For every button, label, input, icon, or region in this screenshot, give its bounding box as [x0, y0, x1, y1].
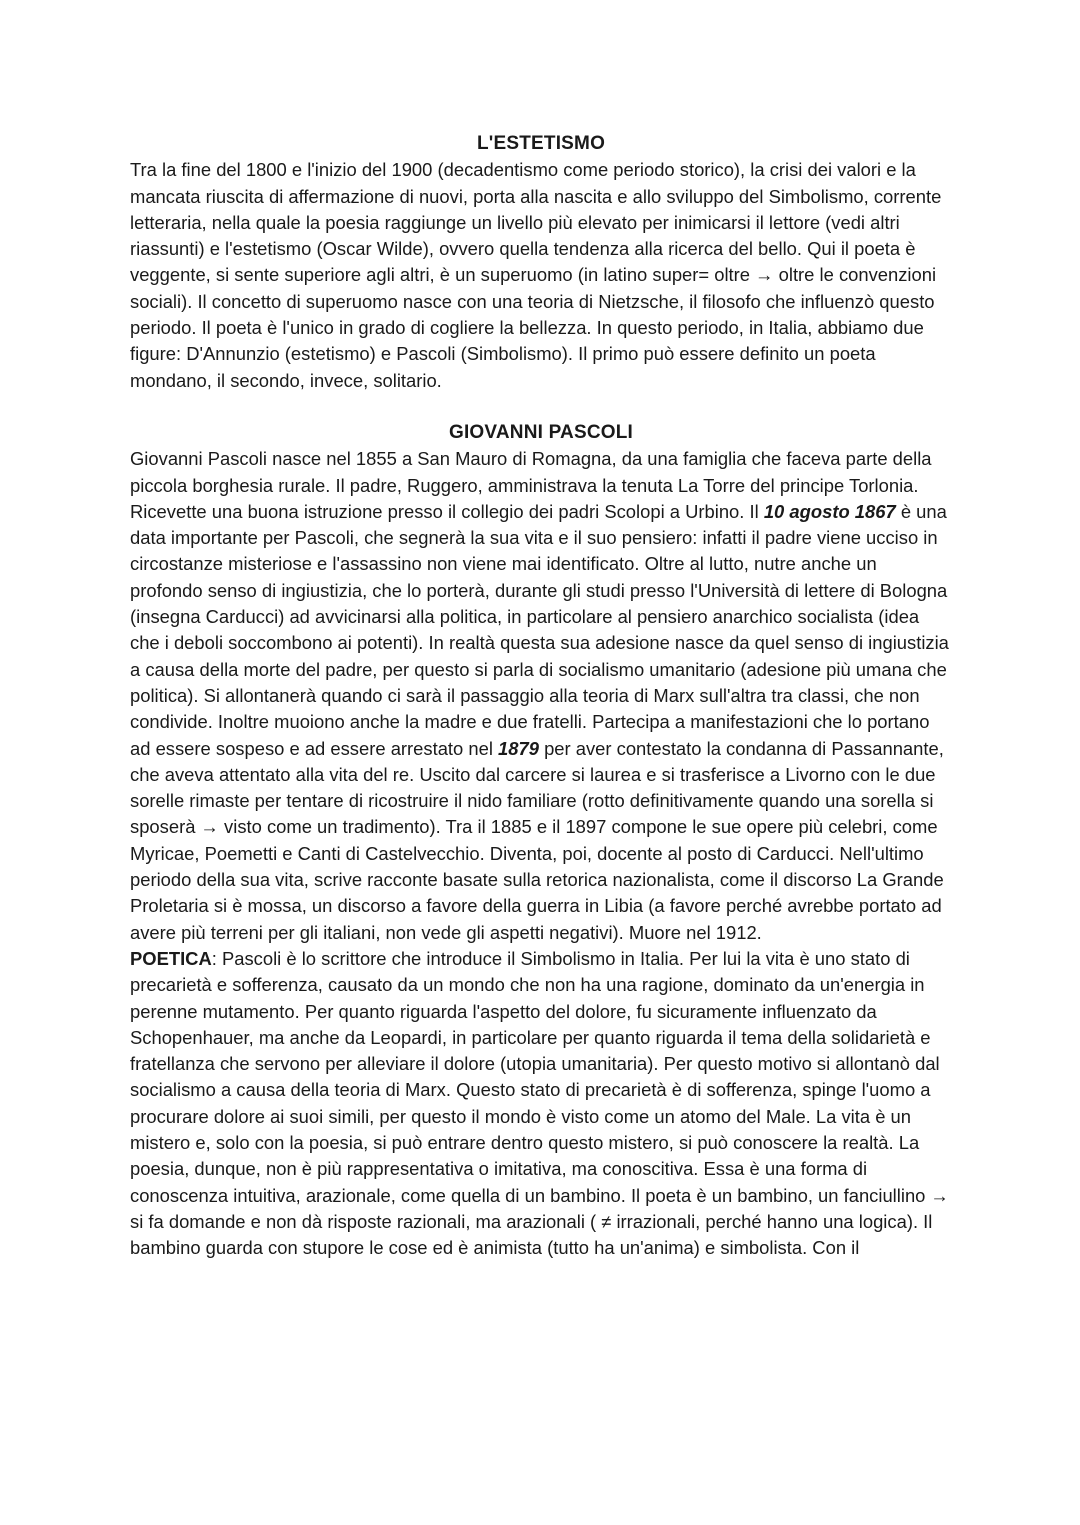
document-page: [130, 131, 952, 1261]
poetica-text: : Pascoli è lo scrittore che introduce il Simbolismo in Italia. Per lui la vita è uno stato di precarietà e sofferenza, causato da un mondo che non ha una ragione, dominato da un'energia in perenne mutamento. Per quanto riguarda l'aspetto del dolore, fu sicuramente influenzato da Schopenhauer, ma anche da Leopardi, in particolare per quanto riguarda il tema della solidarietà e fratellanza che servono per alleviare il dolore (utopia umanitaria). Per questo motivo si allontanò dal socialismo a causa della teoria di Marx. Questo stato di precarietà è di sofferenza, spinge l'uomo a procurare dolore ai suoi simili, per questo il mondo è visto come un atomo del Male. La vita è un mistero e, solo con la poesia, si può entrare dentro questo mistero, si può conoscere la realtà. La poesia, dunque, non è più rappresentativa o imitativa, ma conoscitiva. Essa è una forma di conoscenza intuitiva, arazionale, come quella di un bambino. Il poeta è un bambino, un fanciullino → si fa domande e non dà risposte razionali, ma arazionali ( ≠ irrazionali, perché hanno una logica). Il bambino guarda con stupore le cose ed è animista (tutto ha un'anima) e simbolista. Con il: [130, 947, 949, 1259]
bio-text-1: Giovanni Pascoli nasce nel 1855 a San Mauro di Romagna, da una famiglia che faceva parte della piccola borghesia rurale. Il padre, Ruggero, amministrava la tenuta La Torre del principe Torlonia. Ricevette una buona istruzione presso il collegio dei padri Scolopi a Urbino. Il: [130, 448, 932, 522]
poetica-label: POETICA: [130, 947, 212, 969]
bio-date-1867: 10 agosto 1867: [763, 500, 896, 522]
bio-text-2: è una data importante per Pascoli, che segnerà la sua vita e il suo pensiero: infatti il padre viene ucciso in circostanze misteriose e l'assassino non viene mai identificato. Oltre al lutto, nutre anche un profondo senso di ingiustizia, che lo porterà, durante gli studi presso l'Università di lettere di Bologna (insegna Carducci) ad avvicinarsi alla politica, in particolare al pensiero anarchico socialista (idea che i deboli soccombono ai potenti). In realtà questa sua adesione nasce da quel senso di ingiustizia a causa della morte del padre, per questo si parla di socialismo umanitario (adesione più umana che politica). Si allontanerà quando ci sarà il passaggio alla teoria di Marx sull'altra tra classi, che non condivide. Inoltre muoiono anche la madre e due fratelli. Partecipa a manifestazioni che lo portano ad essere sospeso e ad essere arrestato nel: [130, 500, 949, 759]
section-title-estetismo: L'ESTETISMO: [476, 133, 606, 154]
section-title-pascoli: GIOVANNI PASCOLI: [448, 421, 634, 443]
paragraph-pascoli-bio: [130, 446, 952, 946]
bio-date-1879: 1879: [498, 737, 539, 759]
bio-text-3: per aver contestato la condanna di Passannante, che aveva attentato alla vita del re. Uscito dal carcere si laurea e si trasferisce a Livorno con le due sorelle rimaste per tentare di ricostruire il nido familiare (rotto definitivamente quando una sorella si sposerà → visto come un tradimento). Tra il 1885 e il 1897 compone le sue opere più celebri, come Myricae, Poemetti e Canti di Castelvecchio. Diventa, poi, docente al posto di Carducci. Nell'ultimo periodo della sua vita, scrive racconte basate sulla retorica nazionalista, come il discorso La Grande Proletaria si è mossa, un discorso a favore della guerra in Libia (a favore perché avrebbe portato ad avere più terreni per gli italiani, non vede gli aspetti negativi). Muore nel 1912.: [130, 737, 944, 943]
paragraph-estetismo: Tra la fine del 1800 e l'inizio del 1900 (decadentismo come periodo storico), la crisi dei valori e la mancata riuscita di affermazione di nuovi, porta alla nascita e allo sviluppo del Simbolismo, corrente letteraria, nella quale la poesia raggiunge un livello più elevato per inimicarsi il lettore (vedi altri riassunti) e l'estetismo (Oscar Wilde), ovvero quella tendenza alla ricerca del bello. Qui il poeta è veggente, si sente superiore agli altri, è un superuomo (in latino super= oltre → oltre le convenzioni sociali). Il concetto di superuomo nasce con una teoria di Nietzsche, il filosofo che influenzò questo periodo. Il poeta è l'unico in grado di cogliere la bellezza. In questo periodo, in Italia, abbiamo due figure: D'Annunzio (estetismo) e Pascoli (Simbolismo). Il primo può essere definito un poeta mondano, il secondo, invece, solitario.: [130, 159, 942, 391]
paragraph-poetica: [130, 946, 952, 1262]
